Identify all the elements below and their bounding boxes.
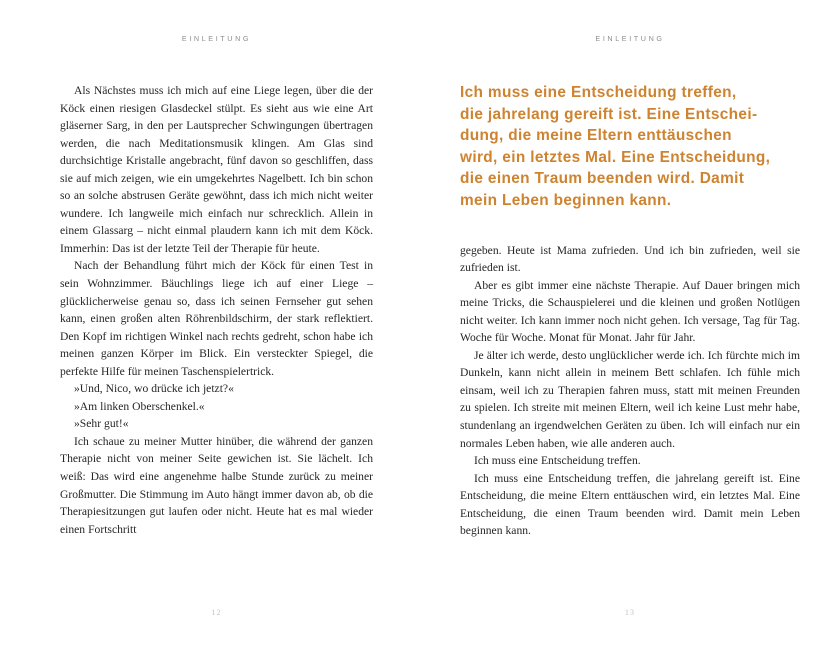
pull-quote-line: mein Leben beginnen kann. xyxy=(460,191,672,209)
right-page-text-column xyxy=(460,82,800,540)
paragraph-dialogue: »Am linken Oberschenkel.« xyxy=(74,399,205,413)
page-number-right: 13 xyxy=(624,608,636,617)
left-page-text-column xyxy=(60,82,373,538)
paragraph: Je älter ich werde, desto unglücklicher werde ich. Ich fürchte mich im Dunkeln, kann nicht allein in meinem Bett schlafen. Ich fühle mich einsam, weil ich zu Therapien fahren muss, statt mit meinen Freunden zu spielen. Ich streite mit meinen Eltern, weil ich keine Lust mehr habe, stundenlang an irgendwelchen Geräten zu üben. Ich will einfach nur ein normales Leben haben, wie alle anderen auch. xyxy=(460,348,800,450)
paragraph-dialogue: »Sehr gut!« xyxy=(74,417,129,431)
pull-quote-line: Ich muss eine Entscheidung treffen, xyxy=(460,84,737,101)
paragraph: Ich schaue zu meiner Mutter hinüber, die während der ganzen Therapie nicht von meiner Seite gewichen ist. Sie lächelt. Ich weiß: Das wird eine angenehme halbe Stunde zurück zu meiner Großmutter. Die Stimmung im Auto hängt immer davon ab, ob die Therapiesitzungen gut laufen oder nicht. Heute hat es mal wieder einen Fortschritt xyxy=(60,434,373,536)
paragraph: Ich muss eine Entscheidung treffen. xyxy=(474,454,641,468)
pull-quote-line: dung, die meine Eltern enttäuschen xyxy=(460,127,732,145)
running-head-right: EINLEITUNG xyxy=(595,34,665,43)
page-number-left: 12 xyxy=(211,608,222,617)
paragraph: Aber es gibt immer eine nächste Therapie. Auf Dauer bringen mich meine Tricks, die Schauspielerei und die kleinen und großen Notlügen nicht weiter. Ich kann immer noch nicht gehen. Ich versage, Tag für Tag. Woche für Woche. Monat für Monat. Jahr für Jahr. xyxy=(460,278,800,345)
pull-quote xyxy=(460,82,800,212)
pull-quote-line: die jahrelang gereift ist. Eine Entschei- xyxy=(460,105,758,123)
paragraph: Als Nächstes muss ich mich auf eine Liege legen, über die der Köck einen riesigen Glasdeckel stülpt. Es sieht aus wie eine Art gläserner Sarg, in den per Lautsprecher Schwingungen übertragen werden, die nach Meditationsmusik klingen. Am Glas sind durchsichtige Kristalle angebracht, fünf davon so geschliffen, dass sie auf mich zeigen, wie ein umgekehrtes Nagelbett. Ich bin schon so an solche abstrusen Geräte gewöhnt, dass ich mich nicht weiter wundere. Ich langweile mich einfach nur schrecklich. Allein in einem Glassarg – nicht einmal plaudern kann ich mit dem Köck. Immerhin: Das ist der letzte Teil der Therapie für heute. xyxy=(60,84,373,255)
paragraph: gegeben. Heute ist Mama zufrieden. Und ich bin zufrieden, weil sie zufrieden ist. xyxy=(460,243,800,275)
pull-quote-line: die einen Traum beenden wird. Damit xyxy=(460,170,745,188)
paragraph: Ich muss eine Entscheidung treffen, die jahrelang gereift ist. Eine Entscheidung, die meine Eltern enttäuschen wird, ein letztes Mal. Eine Entscheidung, die einen Traum beenden wird. Damit mein Leben beginnen kann. xyxy=(460,471,800,538)
running-head-left: EINLEITUNG xyxy=(181,34,252,43)
pull-quote-line: wird, ein letztes Mal. Eine Entscheidung, xyxy=(460,148,771,166)
paragraph-dialogue: »Und, Nico, wo drücke ich jetzt?« xyxy=(74,382,234,396)
paragraph: Nach der Behandlung führt mich der Köck für einen Test in sein Wohnzimmer. Bäuchlings liege ich auf einer Liege – glücklicherweise genau so, dass ich seinen Fernseher gut sehen kann, einen großen alten Röhrenbildschirm, der stark reflektiert. Den Kopf im richtigen Winkel nach rechts gedreht, schon habe ich meinen ganzen Körper im Blick. Ein versteckter Spiegel, die perfekte Hilfe für meinen Taschenspielertrick. xyxy=(60,259,373,378)
right-page-body xyxy=(460,242,800,540)
